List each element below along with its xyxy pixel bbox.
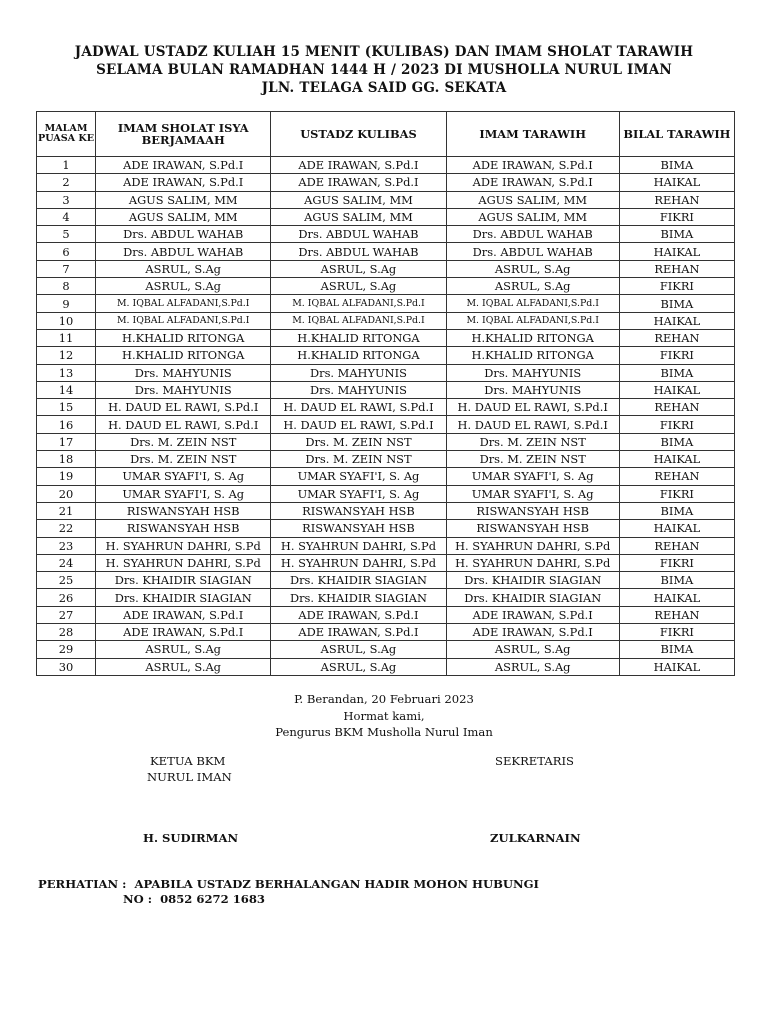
cell-bilal-tarawih: FIKRI [619,208,734,225]
cell-imam-tarawih: H.KHALID RITONGA [446,329,619,346]
cell-imam-tarawih: H. DAUD EL RAWI, S.Pd.I [446,399,619,416]
cell-ustadz-kulibas: H.KHALID RITONGA [271,347,446,364]
cell-imam-tarawih: UMAR SYAFI'I, S. Ag [446,468,619,485]
cell-ustadz-kulibas: ADE IRAWAN, S.Pd.I [271,157,446,174]
cell-imam-tarawih: H.KHALID RITONGA [446,347,619,364]
cell-imam-isya: ASRUL, S.Ag [96,260,271,277]
cell-ustadz-kulibas: Drs. M. ZEIN NST [271,451,446,468]
table-row [37,295,735,312]
document-title-line-2: SELAMA BULAN RAMADHAN 1444 H / 2023 DI MUSHOLLA NURUL IMAN [96,62,672,78]
cell-imam-tarawih: ADE IRAWAN, S.Pd.I [446,174,619,191]
cell-imam-tarawih: Drs. MAHYUNIS [446,364,619,381]
header-imam-isya: IMAM SHOLAT ISYA BERJAMAAH [96,112,271,157]
cell-malam-ke: 16 [37,416,96,433]
notice-line-2: NO : 0852 6272 1683 [123,892,265,906]
cell-imam-isya: H. SYAHRUN DAHRI, S.Pd [96,554,271,571]
cell-bilal-tarawih: BIMA [619,295,734,312]
cell-ustadz-kulibas: RISWANSYAH HSB [271,502,446,519]
cell-malam-ke: 6 [37,243,96,260]
cell-bilal-tarawih: REHAN [619,191,734,208]
table-row [37,208,735,225]
cell-ustadz-kulibas: H. SYAHRUN DAHRI, S.Pd [271,537,446,554]
cell-ustadz-kulibas: ASRUL, S.Ag [271,658,446,675]
cell-imam-tarawih: ASRUL, S.Ag [446,641,619,658]
cell-bilal-tarawih: FIKRI [619,485,734,502]
table-row [37,364,735,381]
cell-malam-ke: 8 [37,278,96,295]
cell-bilal-tarawih: HAIKAL [619,658,734,675]
cell-malam-ke: 27 [37,606,96,623]
cell-imam-isya: Drs. ABDUL WAHAB [96,226,271,243]
cell-ustadz-kulibas: H. SYAHRUN DAHRI, S.Pd [271,554,446,571]
cell-imam-isya: H. SYAHRUN DAHRI, S.Pd [96,537,271,554]
cell-imam-isya: Drs. ABDUL WAHAB [96,243,271,260]
cell-bilal-tarawih: BIMA [619,641,734,658]
cell-imam-tarawih: ASRUL, S.Ag [446,278,619,295]
cell-imam-isya: Drs. M. ZEIN NST [96,451,271,468]
table-row [37,381,735,398]
cell-imam-tarawih: Drs. ABDUL WAHAB [446,226,619,243]
cell-imam-tarawih: H. SYAHRUN DAHRI, S.Pd [446,554,619,571]
cell-imam-isya: AGUS SALIM, MM [96,191,271,208]
header-malam-puasa: MALAM PUASA KE [37,112,96,157]
table-row [37,572,735,589]
cell-imam-tarawih: ASRUL, S.Ag [446,658,619,675]
cell-bilal-tarawih: REHAN [619,399,734,416]
left-signatory-title-2: NURUL IMAN [147,770,232,784]
table-header-row [37,112,735,157]
cell-ustadz-kulibas: AGUS SALIM, MM [271,208,446,225]
schedule-table [36,111,735,676]
table-row [37,624,735,641]
notice-line-1: PERHATIAN : APABILA USTADZ BERHALANGAN HADIR MOHON HUBUNGI [38,877,539,891]
cell-malam-ke: 12 [37,347,96,364]
cell-ustadz-kulibas: UMAR SYAFI'I, S. Ag [271,468,446,485]
cell-bilal-tarawih: BIMA [619,226,734,243]
table-row [37,226,735,243]
cell-malam-ke: 4 [37,208,96,225]
cell-imam-tarawih: Drs. M. ZEIN NST [446,451,619,468]
cell-malam-ke: 20 [37,485,96,502]
cell-malam-ke: 28 [37,624,96,641]
cell-imam-tarawih: H. SYAHRUN DAHRI, S.Pd [446,537,619,554]
cell-malam-ke: 10 [37,312,96,329]
cell-imam-isya: M. IQBAL ALFADANI,S.Pd.I [96,295,271,312]
cell-bilal-tarawih: REHAN [619,329,734,346]
organization: Pengurus BKM Musholla Nurul Iman [275,725,493,739]
cell-bilal-tarawih: HAIKAL [619,520,734,537]
cell-bilal-tarawih: FIKRI [619,416,734,433]
table-row [37,157,735,174]
table-row [37,468,735,485]
cell-ustadz-kulibas: H.KHALID RITONGA [271,329,446,346]
cell-malam-ke: 24 [37,554,96,571]
cell-malam-ke: 11 [37,329,96,346]
cell-imam-tarawih: Drs. MAHYUNIS [446,381,619,398]
cell-imam-tarawih: H. DAUD EL RAWI, S.Pd.I [446,416,619,433]
regards: Hormat kami, [343,709,425,723]
table-row [37,589,735,606]
cell-imam-isya: ASRUL, S.Ag [96,278,271,295]
cell-ustadz-kulibas: ASRUL, S.Ag [271,278,446,295]
cell-imam-isya: ASRUL, S.Ag [96,658,271,675]
cell-bilal-tarawih: BIMA [619,572,734,589]
cell-imam-isya: H.KHALID RITONGA [96,329,271,346]
cell-malam-ke: 2 [37,174,96,191]
cell-malam-ke: 15 [37,399,96,416]
cell-bilal-tarawih: BIMA [619,157,734,174]
cell-imam-isya: H.KHALID RITONGA [96,347,271,364]
cell-ustadz-kulibas: Drs. KHAIDIR SIAGIAN [271,572,446,589]
cell-ustadz-kulibas: ASRUL, S.Ag [271,641,446,658]
cell-imam-isya: Drs. M. ZEIN NST [96,433,271,450]
table-row [37,243,735,260]
right-signatory-title: SEKRETARIS [495,754,574,768]
cell-imam-isya: ADE IRAWAN, S.Pd.I [96,606,271,623]
cell-bilal-tarawih: HAIKAL [619,589,734,606]
cell-imam-isya: UMAR SYAFI'I, S. Ag [96,468,271,485]
cell-malam-ke: 30 [37,658,96,675]
cell-bilal-tarawih: HAIKAL [619,174,734,191]
cell-bilal-tarawih: REHAN [619,260,734,277]
cell-malam-ke: 25 [37,572,96,589]
cell-ustadz-kulibas: UMAR SYAFI'I, S. Ag [271,485,446,502]
cell-malam-ke: 22 [37,520,96,537]
cell-bilal-tarawih: BIMA [619,364,734,381]
cell-bilal-tarawih: HAIKAL [619,243,734,260]
cell-imam-tarawih: UMAR SYAFI'I, S. Ag [446,485,619,502]
cell-bilal-tarawih: HAIKAL [619,312,734,329]
cell-ustadz-kulibas: AGUS SALIM, MM [271,191,446,208]
cell-imam-tarawih: ADE IRAWAN, S.Pd.I [446,606,619,623]
cell-ustadz-kulibas: Drs. ABDUL WAHAB [271,226,446,243]
table-row [37,433,735,450]
cell-imam-tarawih: ADE IRAWAN, S.Pd.I [446,157,619,174]
cell-imam-tarawih: RISWANSYAH HSB [446,502,619,519]
cell-imam-isya: ADE IRAWAN, S.Pd.I [96,157,271,174]
cell-imam-tarawih: AGUS SALIM, MM [446,191,619,208]
cell-bilal-tarawih: REHAN [619,468,734,485]
cell-bilal-tarawih: FIKRI [619,347,734,364]
cell-imam-isya: ASRUL, S.Ag [96,641,271,658]
cell-imam-isya: Drs. MAHYUNIS [96,364,271,381]
table-row [37,312,735,329]
cell-malam-ke: 23 [37,537,96,554]
cell-imam-isya: H. DAUD EL RAWI, S.Pd.I [96,416,271,433]
cell-imam-tarawih: ADE IRAWAN, S.Pd.I [446,624,619,641]
cell-malam-ke: 29 [37,641,96,658]
cell-malam-ke: 7 [37,260,96,277]
table-row [37,399,735,416]
cell-imam-isya: ADE IRAWAN, S.Pd.I [96,174,271,191]
cell-malam-ke: 3 [37,191,96,208]
cell-ustadz-kulibas: Drs. KHAIDIR SIAGIAN [271,589,446,606]
cell-malam-ke: 18 [37,451,96,468]
cell-imam-tarawih: Drs. M. ZEIN NST [446,433,619,450]
cell-imam-tarawih: ASRUL, S.Ag [446,260,619,277]
table-row [37,451,735,468]
cell-malam-ke: 5 [37,226,96,243]
cell-imam-isya: H. DAUD EL RAWI, S.Pd.I [96,399,271,416]
cell-ustadz-kulibas: ADE IRAWAN, S.Pd.I [271,624,446,641]
table-row [37,554,735,571]
table-row [37,606,735,623]
cell-ustadz-kulibas: ASRUL, S.Ag [271,260,446,277]
cell-ustadz-kulibas: ADE IRAWAN, S.Pd.I [271,174,446,191]
header-bilal-tarawih: BILAL TARAWIH [619,112,734,157]
left-signatory-title-1: KETUA BKM [150,754,226,768]
cell-imam-isya: Drs. KHAIDIR SIAGIAN [96,572,271,589]
cell-malam-ke: 9 [37,295,96,312]
schedule-table-body [37,157,735,676]
cell-bilal-tarawih: HAIKAL [619,451,734,468]
cell-imam-tarawih: RISWANSYAH HSB [446,520,619,537]
table-row [37,658,735,675]
document-title-line-1: JADWAL USTADZ KULIAH 15 MENIT (KULIBAS) DAN IMAM SHOLAT TARAWIH [74,44,694,60]
place-date: P. Berandan, 20 Februari 2023 [294,692,474,706]
cell-imam-isya: Drs. MAHYUNIS [96,381,271,398]
cell-bilal-tarawih: REHAN [619,606,734,623]
table-row [37,329,735,346]
cell-malam-ke: 17 [37,433,96,450]
table-row [37,416,735,433]
cell-bilal-tarawih: HAIKAL [619,381,734,398]
document-title-line-3: JLN. TELAGA SAID GG. SEKATA [261,80,507,96]
table-row [37,537,735,554]
cell-malam-ke: 19 [37,468,96,485]
header-ustadz-kulibas: USTADZ KULIBAS [271,112,446,157]
cell-malam-ke: 21 [37,502,96,519]
table-row [37,260,735,277]
table-row [37,278,735,295]
table-row [37,174,735,191]
table-row [37,191,735,208]
table-row [37,520,735,537]
cell-imam-tarawih: M. IQBAL ALFADANI,S.Pd.I [446,295,619,312]
table-row [37,641,735,658]
cell-imam-tarawih: Drs. ABDUL WAHAB [446,243,619,260]
cell-bilal-tarawih: FIKRI [619,624,734,641]
cell-ustadz-kulibas: M. IQBAL ALFADANI,S.Pd.I [271,295,446,312]
cell-imam-isya: RISWANSYAH HSB [96,520,271,537]
cell-imam-tarawih: Drs. KHAIDIR SIAGIAN [446,589,619,606]
cell-bilal-tarawih: BIMA [619,433,734,450]
cell-ustadz-kulibas: ADE IRAWAN, S.Pd.I [271,606,446,623]
cell-bilal-tarawih: FIKRI [619,278,734,295]
table-row [37,347,735,364]
cell-bilal-tarawih: REHAN [619,537,734,554]
cell-ustadz-kulibas: H. DAUD EL RAWI, S.Pd.I [271,399,446,416]
right-signatory-name: ZULKARNAIN [490,831,581,845]
cell-imam-isya: Drs. KHAIDIR SIAGIAN [96,589,271,606]
cell-malam-ke: 26 [37,589,96,606]
cell-imam-isya: RISWANSYAH HSB [96,502,271,519]
cell-imam-isya: ADE IRAWAN, S.Pd.I [96,624,271,641]
cell-imam-tarawih: Drs. KHAIDIR SIAGIAN [446,572,619,589]
cell-malam-ke: 1 [37,157,96,174]
table-row [37,485,735,502]
cell-bilal-tarawih: FIKRI [619,554,734,571]
cell-ustadz-kulibas: Drs. MAHYUNIS [271,364,446,381]
cell-ustadz-kulibas: Drs. ABDUL WAHAB [271,243,446,260]
left-signatory-name: H. SUDIRMAN [143,831,239,845]
cell-ustadz-kulibas: H. DAUD EL RAWI, S.Pd.I [271,416,446,433]
cell-malam-ke: 14 [37,381,96,398]
cell-ustadz-kulibas: RISWANSYAH HSB [271,520,446,537]
cell-imam-tarawih: M. IQBAL ALFADANI,S.Pd.I [446,312,619,329]
cell-imam-isya: AGUS SALIM, MM [96,208,271,225]
cell-ustadz-kulibas: Drs. M. ZEIN NST [271,433,446,450]
cell-malam-ke: 13 [37,364,96,381]
cell-ustadz-kulibas: Drs. MAHYUNIS [271,381,446,398]
header-imam-tarawih: IMAM TARAWIH [446,112,619,157]
cell-ustadz-kulibas: M. IQBAL ALFADANI,S.Pd.I [271,312,446,329]
cell-bilal-tarawih: BIMA [619,502,734,519]
table-row [37,502,735,519]
cell-imam-isya: UMAR SYAFI'I, S. Ag [96,485,271,502]
cell-imam-isya: M. IQBAL ALFADANI,S.Pd.I [96,312,271,329]
cell-imam-tarawih: AGUS SALIM, MM [446,208,619,225]
